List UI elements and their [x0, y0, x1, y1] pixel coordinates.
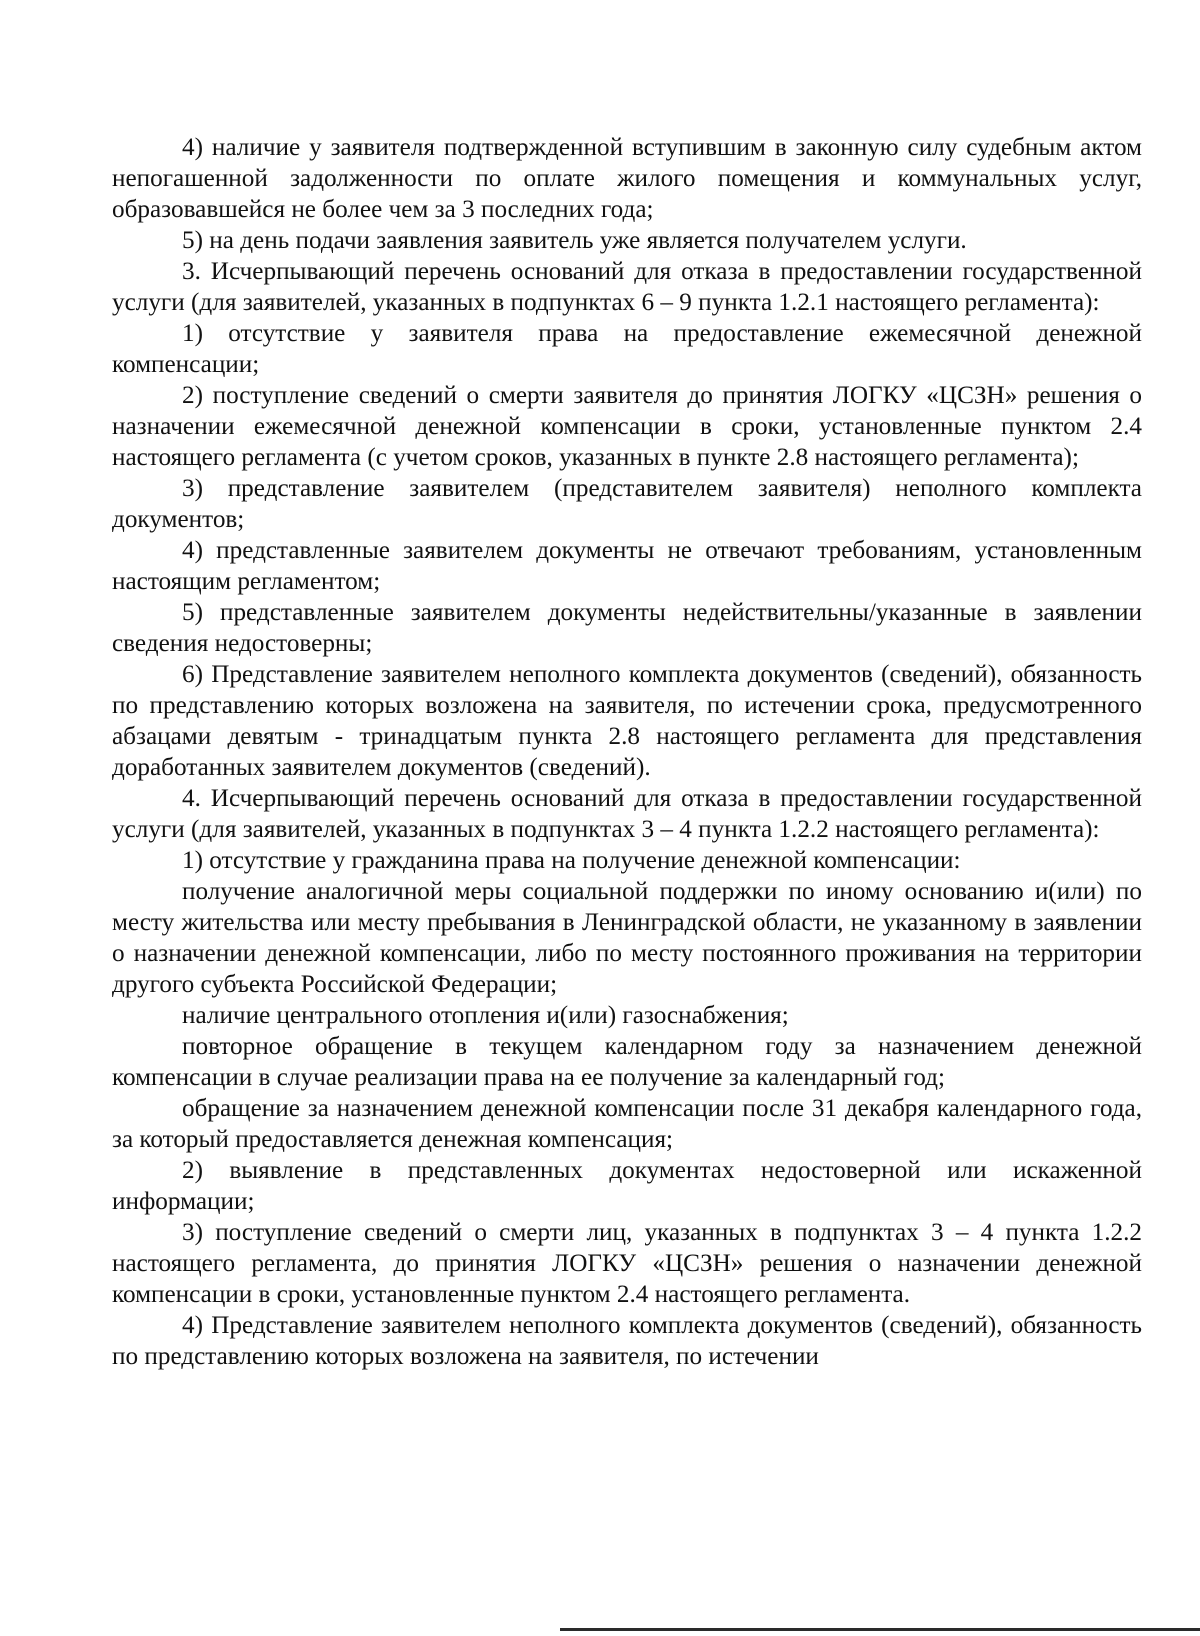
- paragraph: 5) на день подачи заявления заявитель уже является получателем услуги.: [182, 227, 967, 254]
- paragraph: 4) представленные заявителем документы не отвечают требованиям, установленным настоящим регламентом;: [112, 537, 1142, 595]
- paragraph: повторное обращение в текущем календарном году за назначением денежной компенсации в случае реализации права на ее получение за календарный год;: [112, 1033, 1142, 1091]
- paragraph: 3. Исчерпывающий перечень оснований для отказа в предоставлении государственной услуги (для заявителей, указанных в подпунктах 6 – 9 пункта 1.2.1 настоящего регламента):: [112, 258, 1142, 316]
- paragraph: получение аналогичной меры социальной поддержки по иному основанию и(или) по месту жительства или месту пребывания в Ленинградской области, не указанному в заявлении о назначении денежной компенсации, либо по месту постоянного проживания на территории другого субъекта Российской Федерации;: [112, 878, 1142, 998]
- paragraph: обращение за назначением денежной компенсации после 31 декабря календарного года, за который предоставляется денежная компенсация;: [112, 1095, 1142, 1153]
- paragraph: 1) отсутствие у заявителя права на предоставление ежемесячной денежной компенсации;: [112, 320, 1142, 378]
- paragraph: 4) Представление заявителем неполного комплекта документов (сведений), обязанность по представлению которых возложена на заявителя, по истечении: [112, 1312, 1142, 1370]
- document-body: [112, 132, 1142, 1372]
- paragraph: 3) поступление сведений о смерти лиц, указанных в подпунктах 3 – 4 пункта 1.2.2 настоящего регламента, до принятия ЛОГКУ «ЦСЗН» решения о назначении денежной компенсации в сроки, установленные пунктом 2.4 настоящего регламента.: [112, 1219, 1142, 1308]
- paragraph: 4) наличие у заявителя подтвержденной вступившим в законную силу судебным актом непогашенной задолженности по оплате жилого помещения и коммунальных услуг, образовавшейся не более чем за 3 последних года;: [112, 134, 1142, 223]
- paragraph: 4. Исчерпывающий перечень оснований для отказа в предоставлении государственной услуги (для заявителей, указанных в подпунктах 3 – 4 пункта 1.2.2 настоящего регламента):: [112, 785, 1142, 843]
- paragraph: 2) поступление сведений о смерти заявителя до принятия ЛОГКУ «ЦСЗН» решения о назначении ежемесячной денежной компенсации в сроки, установленные пунктом 2.4 настоящего регламента (с учетом сроков, указанных в пункте 2.8 настоящего регламента);: [112, 382, 1142, 471]
- paragraph: 6) Представление заявителем неполного комплекта документов (сведений), обязанность по представлению которых возложена на заявителя, по истечении срока, предусмотренного абзацами девятым - тринадцатым пункта 2.8 настоящего регламента для представления доработанных заявителем документов (сведений).: [112, 661, 1142, 781]
- paragraph: 5) представленные заявителем документы недействительны/указанные в заявлении сведения недостоверны;: [112, 599, 1142, 657]
- scan-edge-line: [560, 1628, 1200, 1631]
- paragraph: наличие центрального отопления и(или) газоснабжения;: [182, 1002, 789, 1029]
- paragraph: 3) представление заявителем (представителем заявителя) неполного комплекта документов;: [112, 475, 1142, 533]
- paragraph: 2) выявление в представленных документах недостоверной или искаженной информации;: [112, 1157, 1142, 1215]
- paragraph: 1) отсутствие у гражданина права на получение денежной компенсации:: [182, 847, 961, 874]
